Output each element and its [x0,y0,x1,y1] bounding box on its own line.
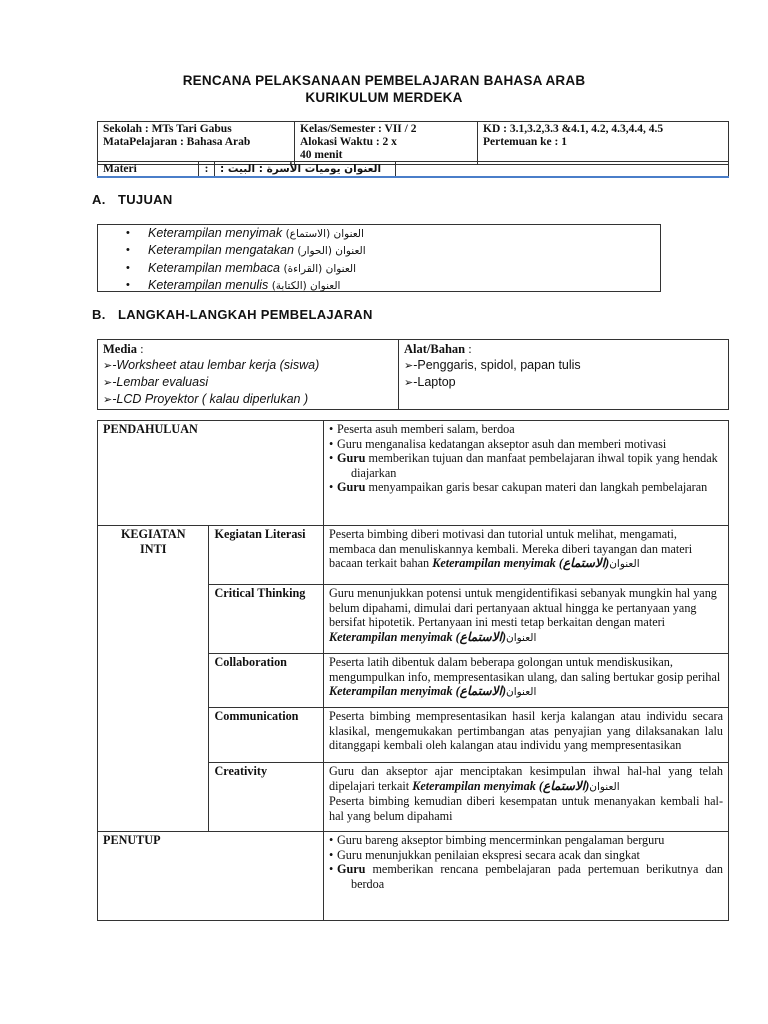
inti-row-literasi: Peserta bimbing diberi motivasi dan tutorial untuk melihat, mengamati, membaca dan menuliskannya kembali. Mereka diberi tayangan dan materi bacaan terkait bahan Keterampilan menyimak (الاستماع) العنوان [324,526,729,585]
class-cell [295,122,478,165]
media-item: ➢-LCD Proyektor ( kalau diperlukan ) [103,392,309,406]
section-a-number: A. [92,192,106,207]
media-table [97,339,729,410]
section-a-label: TUJUAN [118,192,173,207]
penutup-item: • Guru menunjukkan penilaian ekspresi secara acak dan singkat [329,847,640,862]
penutup-item: • Guru memberikan rencana pembelajaran pada pertemuan berikutnya dan berdoa [329,862,723,891]
accent-divider [97,176,729,178]
media-item: ➢-Lembar evaluasi [103,375,209,389]
kegiatan-inti-label: KEGIATAN INTI [98,526,209,832]
tujuan-item: • Keterampilan membaca العنوان (القراءة) [148,260,660,277]
alat-label: Alat/Bahan : [404,342,472,356]
time-allocation: Alokasi Waktu : 2 x [300,136,397,148]
pendahuluan-item: • Guru memberikan tujuan dan manfaat pembelajaran ihwal topik yang hendak diajarkan [329,451,718,480]
inti-row-name: Collaboration [209,654,324,708]
class-semester: Kelas/Semester : VII / 2 [300,123,417,135]
penutup-label: PENUTUP [98,832,324,921]
subject-name: MataPelajaran : Bahasa Arab [103,136,251,148]
document-subtitle: KURIKULUM MERDEKA [305,90,463,105]
time-minutes: 40 menit [300,149,343,161]
header-info-table [97,121,729,165]
activity-table [97,420,729,921]
alat-item: ➢-Laptop [404,375,456,389]
alat-cell [399,340,729,410]
inti-row-critical: Guru menunjukkan potensi untuk mengidentifikasi sebanyak mungkin hal yang belum dipahami, dimulai dari pertanyaan aktual hingga ke pertanyaan yang bersifat hipotetik. Pertanyaan ini mesti tetap berkaitan dengan materi Keterampilan menyimak (الاستماع) العنوان [324,585,729,654]
pendahuluan-item: • Guru menganalisa kedatangan akseptor asuh dan memberi motivasi [329,436,667,451]
section-b-heading [92,307,373,322]
inti-row-name: Creativity [209,763,324,832]
penutup-cell [324,832,729,921]
pendahuluan-item: • Guru menyampaikan garis besar cakupan materi dan langkah pembelajaran [329,480,708,494]
media-label: Media : [103,342,144,356]
kd-cell [478,122,729,165]
inti-row-creativity: Guru dan akseptor ajar menciptakan kesimpulan ihwal hal-hal yang telah dipelajari terkait Keterampilan menyimak (الاستماع) العنوان Peserta bimbing kemudian diberi kesempatan untuk menanyakan kembali hal-hal yang belum dipahami [324,763,729,832]
document-title: RENCANA PELAKSANAAN PEMBELAJARAN BAHASA ARAB [182,73,586,88]
meeting-number: Pertemuan ke : 1 [483,136,567,148]
tujuan-item: • Keterampilan menyimak العنوان (الاستماع) [148,225,660,242]
section-a-heading [92,192,173,207]
media-cell [98,340,399,410]
tujuan-list [98,225,660,295]
alat-item: ➢-Penggaris, spidol, papan tulis [404,358,581,372]
materi-label: Materi [98,162,199,178]
kd-value: KD : 3.1,3.2,3.3 &4.1, 4.2, 4.3,4.4, 4.5 [483,123,664,135]
inti-row-name: Kegiatan Literasi [209,526,324,585]
section-b-number: B. [92,307,106,322]
inti-row-communication: Peserta bimbing mempresentasikan hasil kerja kalangan atau individu secara klasikal, mengemukakan pertimbangan atas penyajian yang dilaksanakan lalu ditanggapi kembali oleh kalangan atau individu yang mempresentasikan [324,708,729,763]
inti-row-name: Critical Thinking [209,585,324,654]
materi-colon: : [199,162,215,178]
section-b-label: LANGKAH-LANGKAH PEMBELAJARAN [118,307,373,322]
materi-value: العنوان يوميات الأسرة : البيت : [220,163,382,175]
inti-row-collaboration: Peserta latih dibentuk dalam beberapa golongan untuk mendiskusikan, mengumpulkan info, mempresentasikan ulang, dan saling bertukar gosip perihal Keterampilan menyimak (الاستماع) العنوان [324,654,729,708]
tujuan-box [97,224,661,292]
pendahuluan-item: • Peserta asuh memberi salam, berdoa [329,422,515,436]
pendahuluan-cell [324,421,729,526]
tujuan-item: • Keterampilan menulis العنوان (الكتابة) [148,277,660,294]
pendahuluan-label: PENDAHULUAN [98,421,324,526]
penutup-item: • Guru bareng akseptor bimbing mencerminkan pengalaman berguru [329,833,665,847]
school-cell [98,122,295,165]
inti-row-name: Communication [209,708,324,763]
tujuan-item: • Keterampilan mengatakan العنوان (الحوار) [148,242,660,259]
school-name: Sekolah : MTs Tari Gabus [103,123,232,135]
media-item: ➢-Worksheet atau lembar kerja (siswa) [103,358,320,372]
